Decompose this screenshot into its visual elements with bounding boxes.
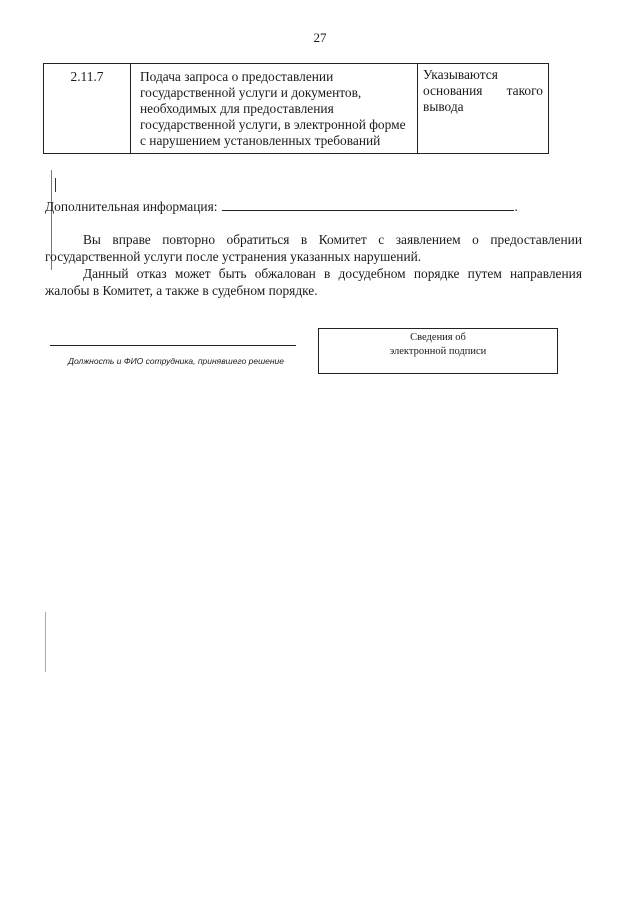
- additional-info-field[interactable]: [222, 198, 514, 211]
- table-cell-description: Подача запроса о предоставлении государственной услуги и документов, необходимых для предоставления государственной услуги, в электронной форме с нарушением установленных требований: [131, 64, 418, 154]
- esign-line-1: Сведения об: [410, 332, 466, 343]
- esign-line-2: электронной подписи: [389, 346, 487, 357]
- margin-mark: [55, 178, 56, 192]
- table-cell-note: Указываются основания такого вывода: [418, 64, 549, 154]
- additional-info-row: [45, 198, 518, 215]
- paragraph-appeal: Данный отказ может быть обжалован в досудебном порядке путем направления жалобы в Комитет, а также в судебном порядке.: [45, 266, 582, 298]
- table-row: [44, 64, 549, 154]
- reasons-table: [43, 63, 549, 154]
- additional-info-suffix: .: [514, 199, 518, 214]
- table-cell-code: 2.11.7: [44, 64, 131, 154]
- paragraph-reapply: Вы вправе повторно обратиться в Комитет с заявлением о предоставлении государственной услуги после устранения указанных нарушений.: [45, 232, 582, 264]
- signature-caption: Должность и ФИО сотрудника, принявшего решение: [68, 356, 284, 366]
- signature-line: [50, 345, 296, 346]
- page-number: 27: [313, 30, 327, 45]
- margin-mark: [45, 612, 46, 672]
- electronic-signature-box: [318, 328, 558, 374]
- additional-info-label: Дополнительная информация:: [45, 199, 218, 214]
